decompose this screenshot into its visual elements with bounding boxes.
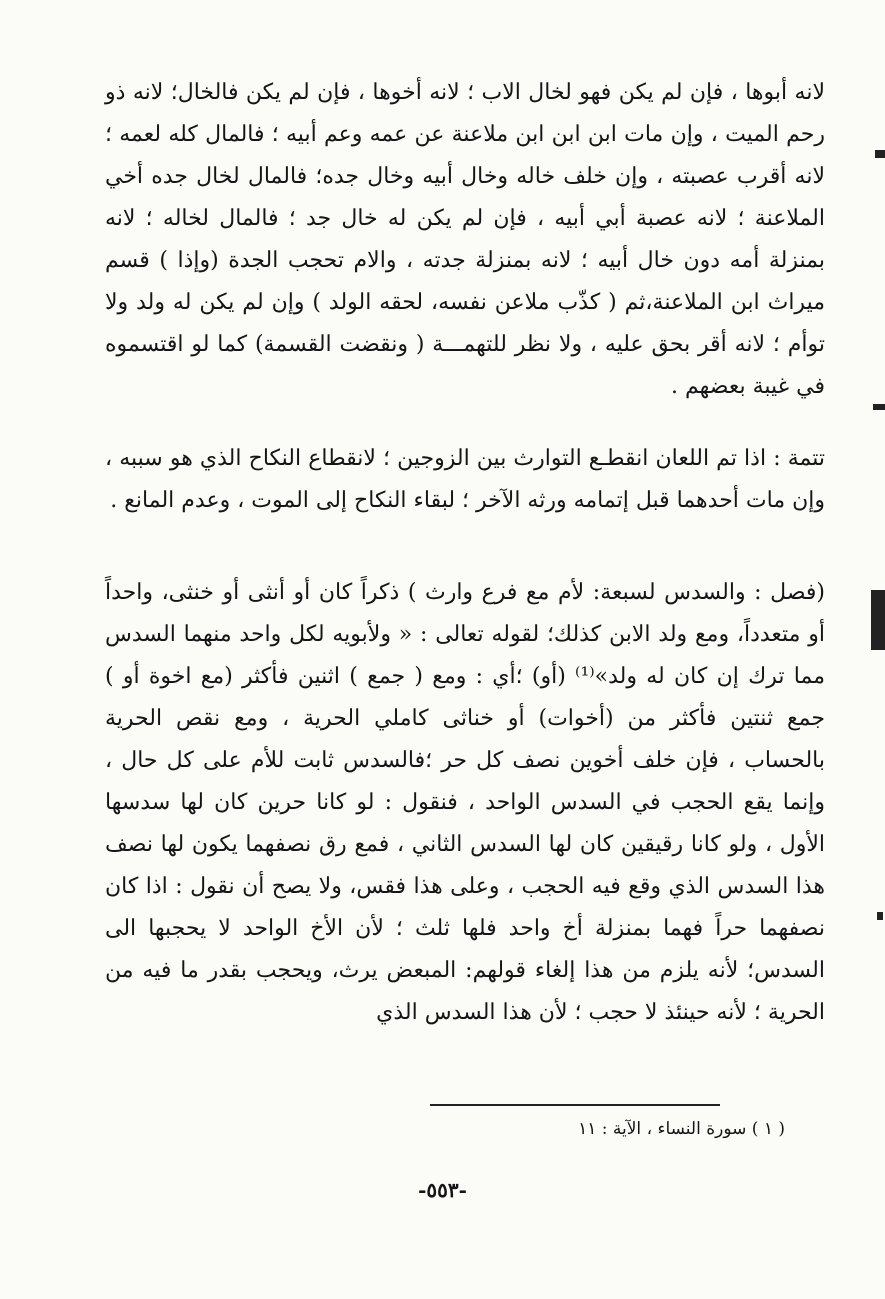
margin-mark bbox=[871, 590, 885, 650]
margin-mark bbox=[877, 912, 883, 920]
margin-mark bbox=[873, 404, 885, 410]
body-paragraph-1 bbox=[105, 72, 825, 408]
page-number: -٥٥٣- bbox=[418, 1178, 467, 1202]
body-paragraph-3 bbox=[105, 572, 825, 1034]
footnote: ( ١ ) سورة النساء ، الآية : ١١ bbox=[578, 1119, 785, 1139]
footnote-separator bbox=[430, 1104, 720, 1106]
paragraph-text: (فصل : والسدس لسبعة: لأم مع فرع وارث ) ذكراً كان أو أنثى أو خنثى، واحداً أو متعدداً، ومع ولد الابن كذلك؛ لقوله تعالى : « ولأبويه لكل واحد منهما السدس مما ترك إن كان له ولد»⁽¹⁾ (أو) ؛أي : ومع ( جمع ) اثنين فأكثر (مع اخوة أو ) جمع ثنتين فأكثر من (أخوات) أو خناثى كاملي الحرية ، ومع نقص الحرية بالحساب ، فإن خلف أخوين نصف كل حر ؛فالسدس ثابت للأم على كل حال ، وإنما يقع الحجب في السدس الواحد ، فنقول : لو كانا حرين كان لها سدسها الأول ، ولو كانا رقيقين كان لها السدس الثاني ، فمع رق نصفهما يكون لها نصف هذا السدس الذي وقع فيه الحجب ، وعلى هذا فقس، ولا يصح أن نقول : اذا كان نصفهما حراً فهما بمنزلة أخ واحد فلها ثلث ؛ لأن الأخ الواحد لا يحجبها الى السدس؛ لأنه يلزم من هذا إلغاء قولهم: المبعض يرث، ويحجب بقدر ما فيه من الحرية ؛ لأنه حينئذ لا حجب ؛ لأن هذا السدس الذي bbox=[105, 580, 825, 1025]
paragraph-text: تتمة : اذا تم اللعان انقطـع التوارث بين الزوجين ؛ لانقطاع النكاح الذي هو سببه ، وإن مات أحدهما قبل إتمامه ورثه الآخر ؛ لبقاء النكاح إلى الموت ، وعدم المانع . bbox=[105, 446, 825, 513]
margin-mark bbox=[875, 150, 885, 158]
body-paragraph-2 bbox=[105, 438, 825, 522]
paragraph-text: لانه أبوها ، فإن لم يكن فهو لخال الاب ؛ لانه أخوها ، فإن لم يكن فالخال؛ لانه ذو رحم الميت ، وإن مات ابن ابن ابن ملاعنة عن عمه وعم أبيه ؛ فالمال كله لعمه ؛ لانه أقرب عصبته ، وإن خلف خاله وخال أبيه وخال جده؛ فالمال لخال جده أخي الملاعنة ؛ لانه عصبة أبي أبيه ، فإن لم يكن له خال جد ؛ فالمال لخاله ؛ لانه بمنزلة أمه دون خال أبيه ؛ لانه بمنزلة جدته ، والام تحجب الجدة (وإذا ) قسم ميراث ابن الملاعنة،ثم ( كذّب ملاعن نفسه، لحقه الولد ) وإن لم يكن له ولد ولا توأم ؛ لانه أقر بحق عليه ، ولا نظر للتهمـــة ( ونقضت القسمة) كما لو اقتسموه في غيبة بعضهم . bbox=[105, 80, 825, 399]
